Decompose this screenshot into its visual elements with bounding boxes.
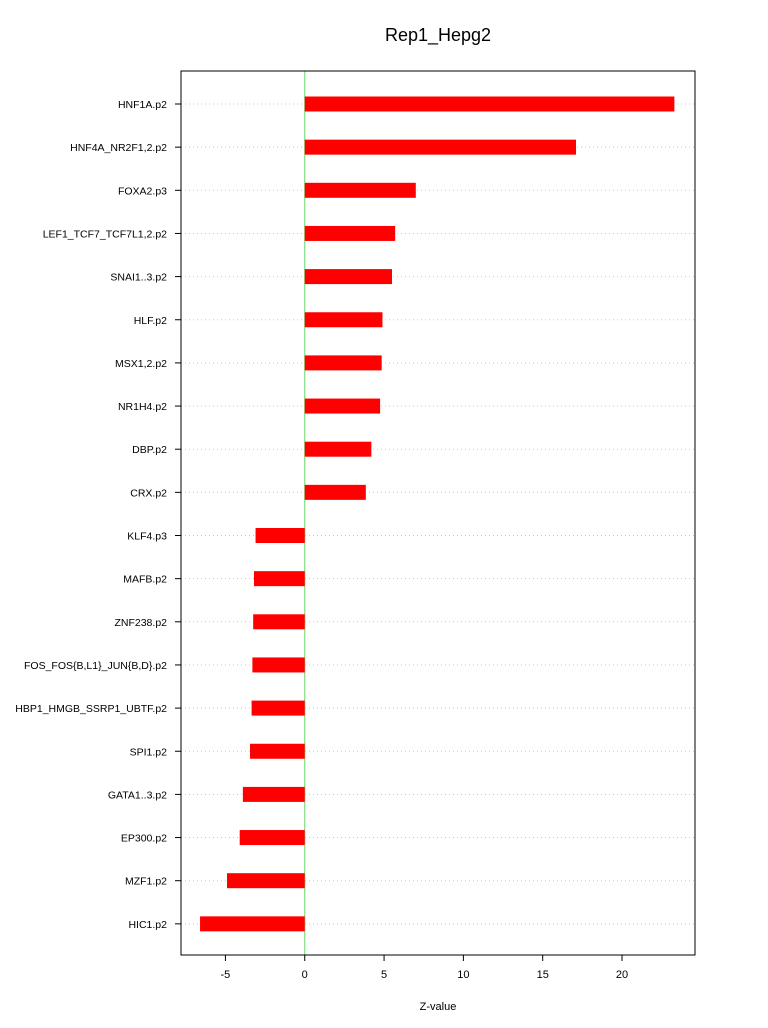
category-label: HNF1A.p2 xyxy=(117,99,167,111)
category-label: DBP.p2 xyxy=(132,444,167,457)
category-label: HBP1_HMGB_SSRP1_UBTF.p2 xyxy=(15,703,167,716)
category-label: FOXA2.p3 xyxy=(117,185,167,198)
bar xyxy=(305,399,380,414)
bars xyxy=(200,97,674,932)
bar xyxy=(240,830,305,845)
category-label: SPI1.p2 xyxy=(129,746,167,759)
bar xyxy=(305,97,675,112)
category-label: LEF1_TCF7_TCF7L1,2.p2 xyxy=(42,228,167,241)
category-label: MAFB.p2 xyxy=(123,573,167,586)
category-label: HLF.p2 xyxy=(133,314,167,327)
x-tick-label: 0 xyxy=(301,969,308,981)
category-label: MZF1.p2 xyxy=(124,875,167,888)
x-tick-label: 5 xyxy=(380,969,388,981)
category-label: MSX1,2.p2 xyxy=(115,357,167,370)
x-axis xyxy=(221,955,629,981)
category-label: KLF4.p3 xyxy=(127,530,167,543)
category-label: HIC1.p2 xyxy=(128,918,167,931)
chart-title: Rep1_Hepg2 xyxy=(384,25,492,45)
bar xyxy=(305,183,416,198)
bar xyxy=(243,787,305,802)
category-label: ZNF238.p2 xyxy=(114,616,167,629)
bar xyxy=(253,614,305,629)
category-label: CRX.p2 xyxy=(130,487,167,500)
x-tick-label: 20 xyxy=(615,969,629,981)
category-label: GATA1..3.p2 xyxy=(107,789,167,802)
category-label: NR1H4.p2 xyxy=(117,401,167,414)
category-label: HNF4A_NR2F1,2.p2 xyxy=(70,142,167,155)
bar xyxy=(305,269,392,284)
bar xyxy=(305,442,372,457)
x-tick-label: 15 xyxy=(536,969,549,981)
bar xyxy=(254,571,305,586)
category-labels xyxy=(15,99,181,931)
bar xyxy=(256,528,305,543)
bar xyxy=(305,355,382,370)
category-label: SNAI1..3.p2 xyxy=(110,271,167,284)
bar xyxy=(252,657,304,672)
bar xyxy=(227,873,305,888)
bar xyxy=(305,140,576,155)
x-axis-label: Z-value xyxy=(419,1001,457,1013)
category-label: EP300.p2 xyxy=(120,832,167,845)
bar xyxy=(252,701,305,716)
x-tick-label: -5 xyxy=(220,969,231,981)
bar xyxy=(305,226,395,241)
x-tick-label: 10 xyxy=(457,969,470,981)
bar xyxy=(305,312,383,327)
bar xyxy=(305,485,366,500)
plot-frame xyxy=(181,71,695,955)
bar xyxy=(200,916,305,931)
category-label: FOS_FOS{B,L1}_JUN{B,D}.p2 xyxy=(24,659,167,672)
bar xyxy=(250,744,305,759)
